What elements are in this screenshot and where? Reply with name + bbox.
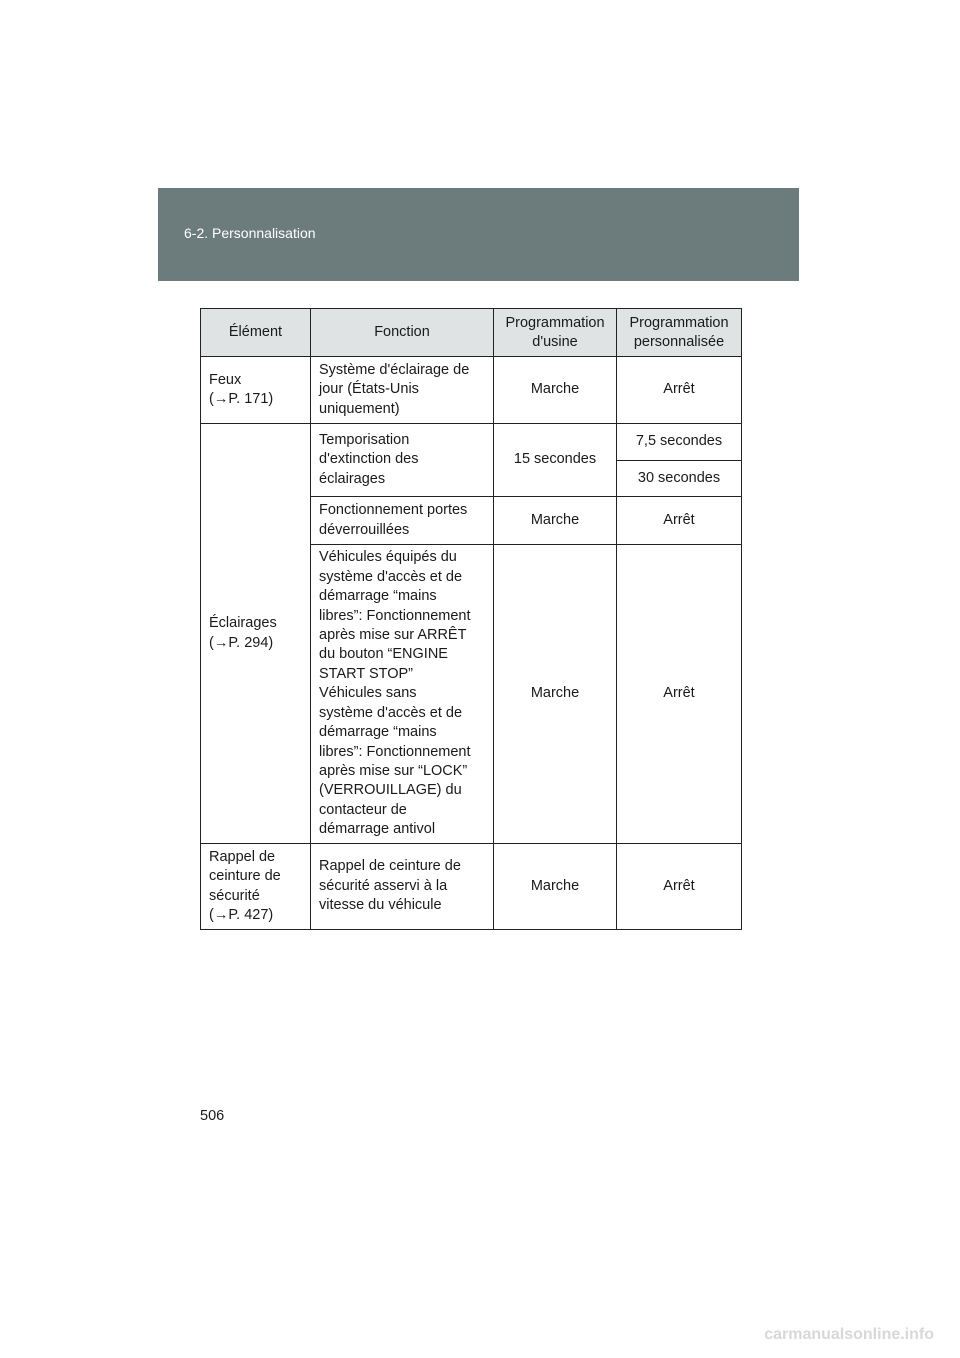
column-header-factory: Programmation d'usine (494, 309, 617, 357)
cell-function: Système d'éclairage de jour (États-Unis uniquement) (311, 357, 494, 424)
cell-custom: Arrêt (617, 844, 742, 930)
cell-function: Temporisation d'extinction des éclairages (311, 424, 494, 497)
section-header (158, 188, 799, 281)
cell-element: Rappel de ceinture de sécurité (→P. 427) (201, 844, 311, 930)
cell-function: Fonctionnement portes déverrouillées (311, 497, 494, 545)
table-row (201, 357, 742, 424)
page-number: 506 (200, 1108, 225, 1124)
cell-factory: Marche (494, 497, 617, 545)
column-header-custom: Programmation personnalisée (617, 309, 742, 357)
column-header-function: Fonction (311, 309, 494, 357)
watermark-text: carmanualsonline.info (764, 1326, 934, 1343)
cell-custom: Arrêt (617, 545, 742, 844)
table-row (201, 844, 742, 930)
cell-factory: Marche (494, 357, 617, 424)
cell-function: Véhicules équipés du système d'accès et de démarrage “mains libres”: Fonctionnement après mise sur ARRÊT du bouton “ENGINE START STOP” Véhicules sans système d'accès et de démarrage “mains libres”: Fonctionnement après mise sur “LOCK” (VERROUILLAGE) du contacteur de démarrage antivol (311, 545, 494, 844)
cell-element: Éclairages (→P. 294) (201, 424, 311, 844)
table-row (201, 424, 742, 461)
cell-factory: Marche (494, 545, 617, 844)
table-header-row (201, 309, 742, 357)
cell-custom: Arrêt (617, 497, 742, 545)
section-title: 6-2. Personnalisation (184, 225, 316, 241)
cell-custom: Arrêt (617, 357, 742, 424)
cell-custom: 30 secondes (617, 461, 742, 497)
cell-factory: 15 secondes (494, 424, 617, 497)
cell-custom: 7,5 secondes (617, 424, 742, 461)
cell-factory: Marche (494, 844, 617, 930)
cell-function: Rappel de ceinture de sécurité asservi à la vitesse du véhicule (311, 844, 494, 930)
cell-element: Feux (→P. 171) (201, 357, 311, 424)
column-header-element: Élément (201, 309, 311, 357)
customization-table (200, 308, 742, 930)
